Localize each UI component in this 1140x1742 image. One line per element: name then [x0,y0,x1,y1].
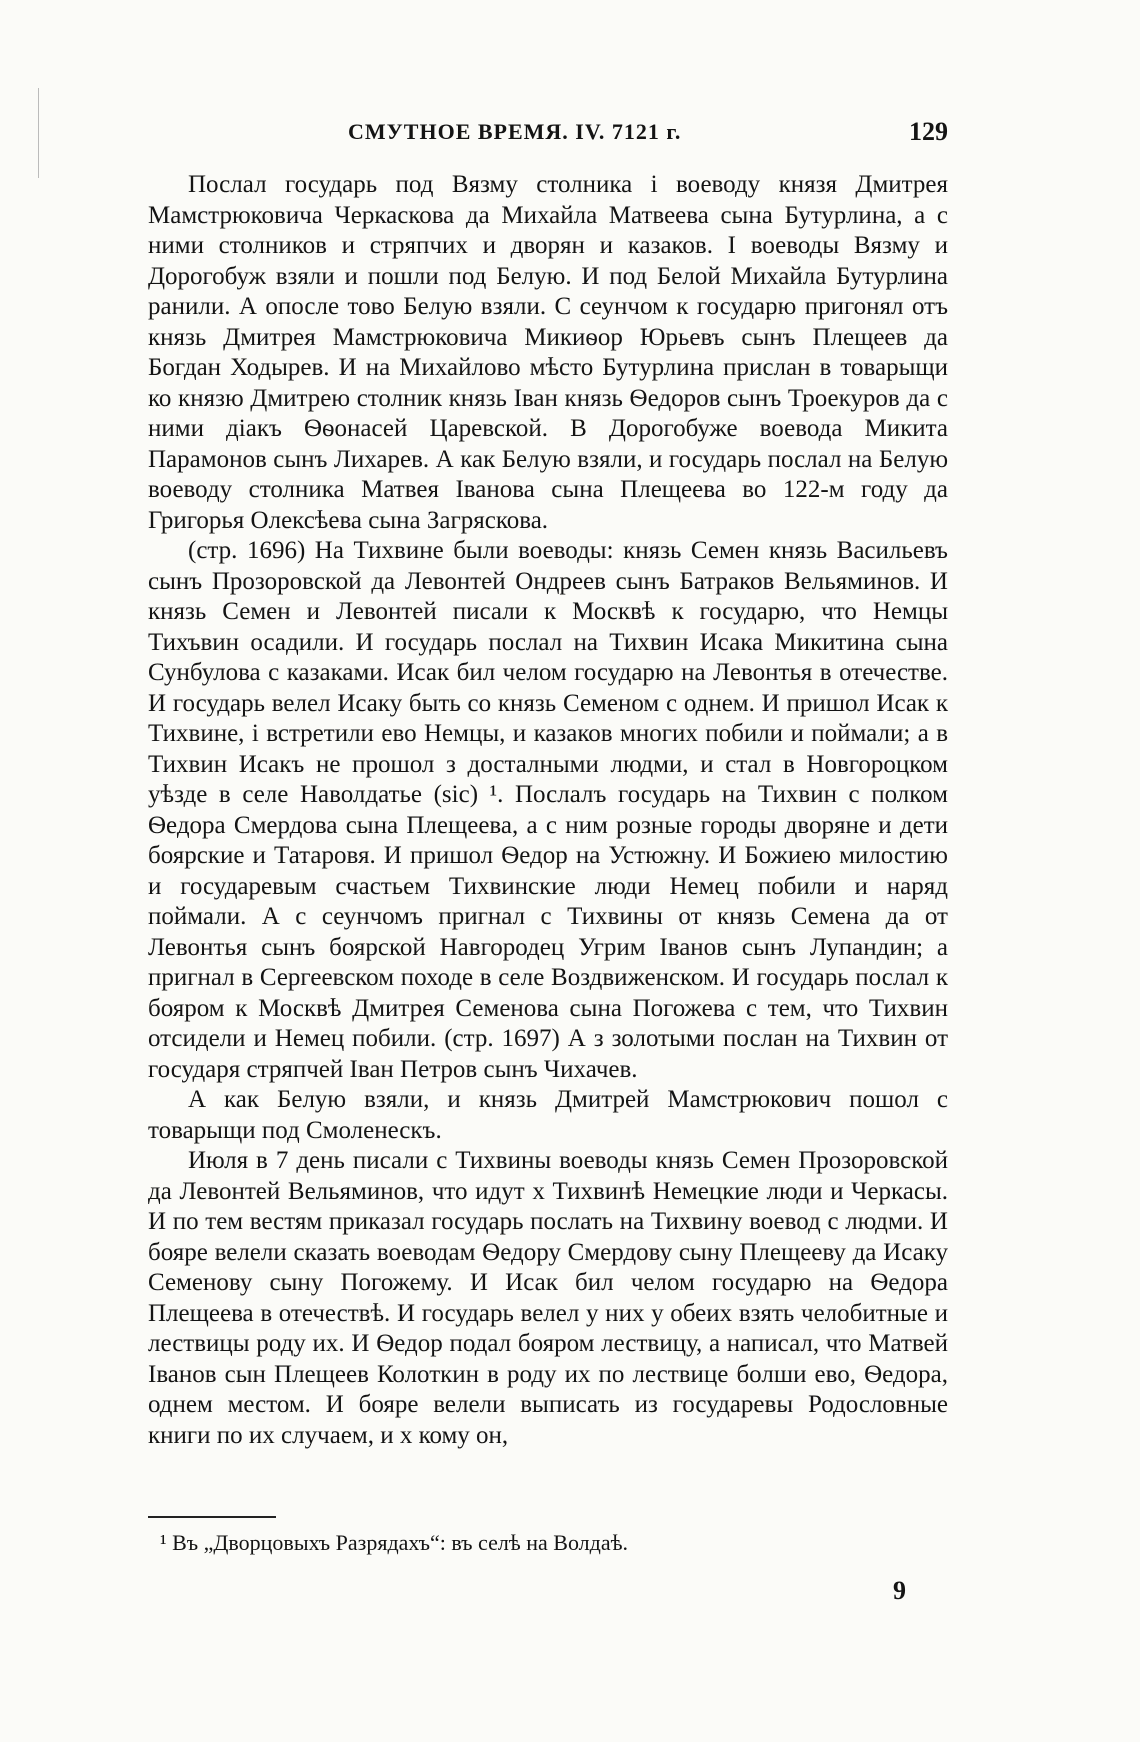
paragraph: (стр. 1696) На Тихвине были воеводы: князь Семен князь Васильевъ сынъ Прозоровской да Левонтей Ондреев сынъ Батраков Вельяминов. И князь Семен и Левонтей писали к Москвѣ к государю, что Немцы Тихъвин осадили. И государь послал на Тихвин Исака Микитина сына Сунбулова с казаками. Исак бил челом государю на Левонтья в отечестве. И государь велел Исаку быть со князь Семеном с однем. И пришол Исак к Тихвине, і встретили ево Немцы, и казаков многих побили и поймали; а в Тихвин Исакъ не прошол з досталными людми, и стал в Новгороцком уѣзде в селе Наволдатье (sic) ¹. Послалъ государь на Тихвин с полком Ѳедора Смердова сына Плещеева, а с ним розные городы дворяне и дети боярские и Татаровя. И пришол Ѳедор на Устюжну. И Божиею милостию и государевым счастьем Тихвинские люди Немец побили и наряд поймали. А с сеунчомъ пригнал с Тихвины от князь Семена да от Левонтья сынъ боярской Навгородец Угрим Іванов сынъ Лупандин; а пригнал в Сергеевском походе в селе Воздвиженском. И государь послал к бояром к Москвѣ Дмитрея Семенова сына Погожева с тем, что Тихвин отсидели и Немец побили. (стр. 1697) А з золотыми послан на Тихвин от государя стряпчей Іван Петров сынъ Чихачев. [148,537,948,1083]
running-title: СМУТНОЕ ВРЕМЯ. IV. 7121 г. [348,119,682,144]
paragraph: Июля в 7 день писали с Тихвины воеводы князь Семен Прозоровской да Левонтей Вельяминов, что идут х Тихвинѣ Немецкие люди и Черкасы. И по тем вестям приказал государь послать на Тихвину воевод с людми. И бояре велели сказать воеводам Ѳедору Смердову сыну Плещееву да Исаку Семенову сыну Погожему. И Исак бил челом государю на Ѳедора Плещеева в отечествѣ. И государь велел у них у обеих взять челобитные и лествицы роду их. И Ѳедор подал бояром лествицу, а написал, что Матвей Іванов сын Плещеев Колоткин в роду их по лествице болши ево, Ѳедора, однем местом. И бояре велели выписать из государевы Родословные книги по их случаем, и х кому он, [148,1147,948,1449]
scan-edge-line [38,88,39,178]
paragraph: Послал государь под Вязму столника і воеводу князя Дмитрея Мамстрюковича Черкаскова да Михайла Матвеева сына Бутурлина, а с ними столников и стряпчих и дворян и казаков. І воеводы Вязму и Дорогобуж взяли и пошли под Белую. И под Белой Михайла Бутурлина ранили. А опосле тово Белую взяли. С сеунчом к государю пригонял отъ князь Дмитрея Мамстрюковича Микиѳор Юрьевъ сынъ Плещеев да Богдан Ходырев. И на Михайлово мѣсто Бутурлина прислан в товарыщи ко князю Дмитрею столник князь Іван князь Ѳедоров сынъ Троекуров да с ними діакъ Ѳѳонасей Царевской. В Дорогобуже воевода Микита Парамонов сынъ Лихарев. А как Белую взяли, и государь послал на Белую воеводу столника Матвея Іванова сына Плещеева во 122-м году да Григорья Олексѣева сына Загряскова. [148,171,948,534]
footnote-separator [148,1516,276,1518]
signature-mark: 9 [893,1576,906,1605]
paragraph: А как Белую взяли, и князь Дмитрей Мамстрюкович пошол с товарыщи под Смоленескъ. [148,1086,948,1144]
footnote: ¹ Въ „Дворцовыхъ Разрядахъ“: въ селѣ на Волдаѣ. [160,1530,629,1555]
page-header [148,117,948,157]
main-text [148,170,948,1451]
page-number: 129 [909,117,948,146]
